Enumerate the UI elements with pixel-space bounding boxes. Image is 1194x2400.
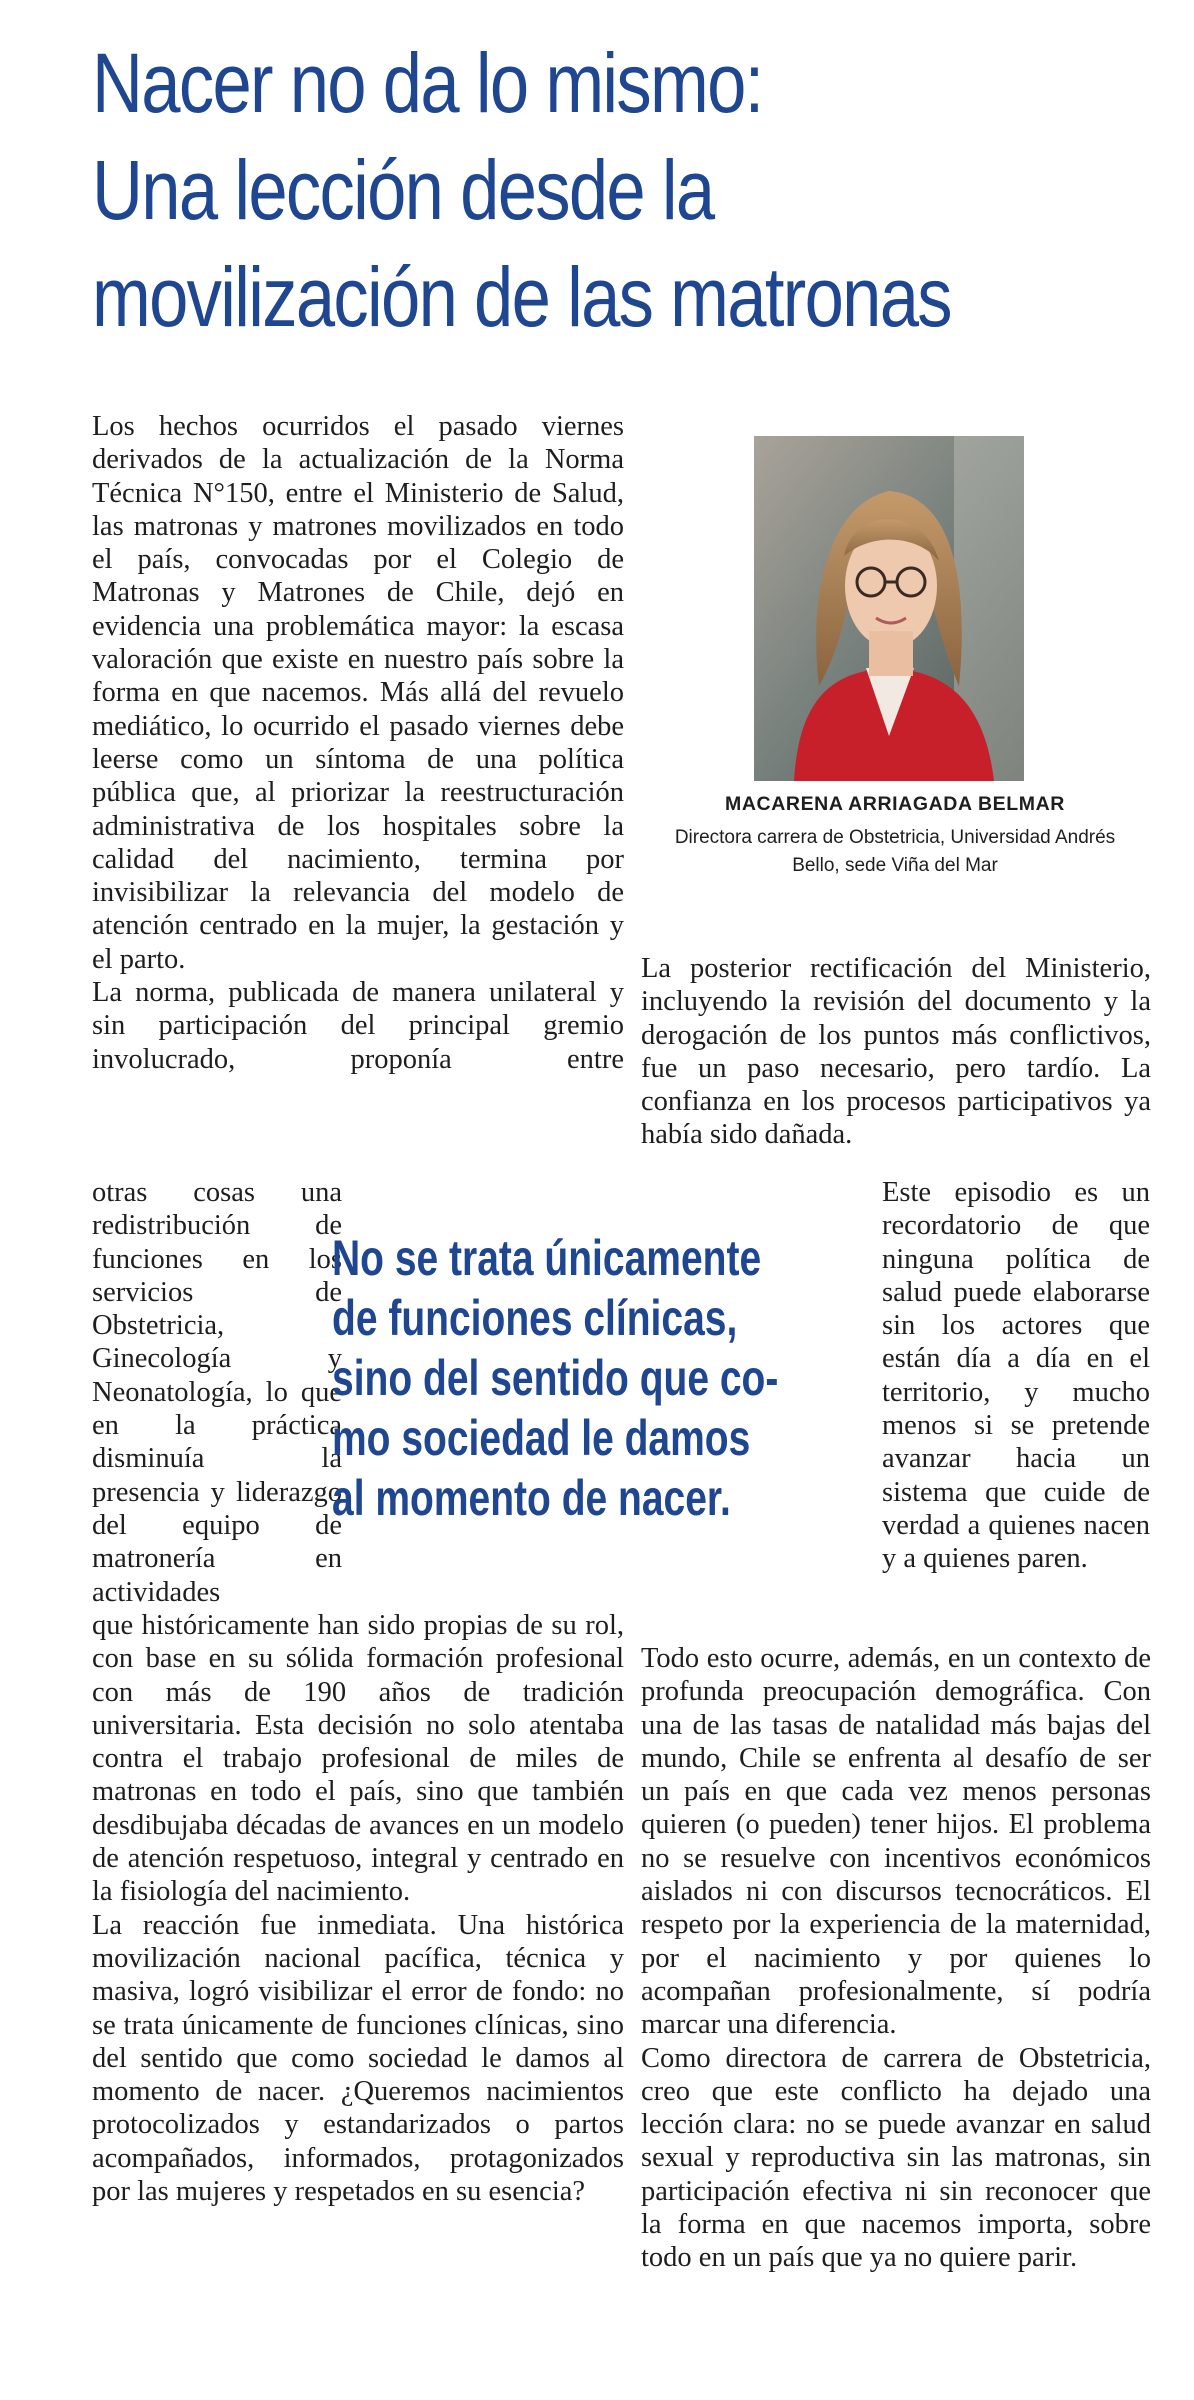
headline-line-1: Nacer no da lo mismo: — [92, 36, 763, 130]
author-role-line-2: Bello, sede Viña del Mar — [792, 855, 998, 876]
paragraph-2-narrow: otras cosas una redistribución de funciones en los servicios de Obstetricia, Ginecología y Neonatología, lo que en la práctica disminuía la presencia y liderazgo del equipo de matronería en actividades — [92, 1177, 342, 1608]
pull-quote-line-3: sino del sentido que co- — [332, 1350, 779, 1406]
headline-line-2: Una lección desde la — [92, 143, 714, 237]
body-column-left — [92, 410, 624, 1076]
body-narrow-left — [92, 1176, 342, 1609]
paragraph-4: La posterior rectificación del Ministerio, incluyendo la revisión del documento y la derogación de los puntos más conflictivos, fue un paso necesario, pero tardío. La confianza en los procesos participativos ya había sido dañada. — [641, 953, 1151, 1151]
author-name: MACARENA ARRIAGADA BELMAR — [725, 793, 1065, 815]
body-column-right-top — [641, 952, 1151, 1152]
pull-quote-line-4: mo sociedad le damos — [332, 1410, 751, 1466]
author-role — [640, 824, 1150, 880]
headline — [92, 30, 999, 351]
pull-quote-line-5: al momento de nacer. — [332, 1470, 731, 1526]
paragraph-2-end: que históricamente han sido propias de su rol, con base en su sólida formación profesional con más de 190 años de tradición universitaria. Esta decisión no solo atentaba contra el trabajo profesional de miles de matronas en todo el país, sino que también desdibujaba décadas de avances en un modelo de atención respetuoso, integral y centrado en la fisiología del nacimiento. — [92, 1610, 624, 1908]
headline-line-3: movilización de las matronas — [92, 250, 951, 344]
paragraph-5: Este episodio es un recordatorio de que ninguna política de salud puede elaborarse sin los actores que están día a día en el territorio, y mucho menos si se pretende avanzar hacia un sistema que cuide de verdad a quienes nacen y a quienes paren. — [882, 1177, 1150, 1575]
body-column-right-bottom — [641, 1642, 1151, 2275]
body-narrow-right — [882, 1176, 1150, 1576]
author-photo — [754, 436, 1024, 781]
pull-quote-line-2: de funciones clínicas, — [332, 1290, 738, 1346]
paragraph-2-intro: La norma, publicada de manera unilateral y sin participación del principal gremio involucrado, proponía entre — [92, 977, 624, 1075]
paragraph-3: La reacción fue inmediata. Una histórica movilización nacional pacífica, técnica y masiva, logró visibilizar el error de fondo: no se trata únicamente de funciones clínicas, sino del sentido que como sociedad le damos al momento de nacer. ¿Queremos nacimientos protocolizados y estandarizados o partos acompañados, informados, protagonizados por las mujeres y respetados en su esencia? — [92, 1909, 624, 2208]
author-role-line-1: Directora carrera de Obstetricia, Universidad Andrés — [674, 827, 1116, 848]
pull-quote-line-1: No se trata únicamente — [332, 1230, 762, 1286]
body-column-left-bottom — [92, 1609, 624, 2208]
pull-quote — [332, 1228, 816, 1528]
paragraph-6: Todo esto ocurre, además, en un contexto de profunda preocupación demográfica. Con una de las tasas de natalidad más bajas del mundo, Chile se enfrenta al desafío de ser un país en que cada vez menos personas quieren (o pueden) tener hijos. El problema no se resuelve con incentivos económicos aislados ni con discursos tecnocráticos. El respeto por la experiencia de la maternidad, por el nacimiento y por quienes lo acompañan profesionalmente, sí podría marcar una diferencia. — [641, 1643, 1151, 2041]
paragraph-7: Como directora de carrera de Obstetricia, creo que este conflicto ha dejado una lección clara: no se puede avanzar en salud sexual y reproductiva sin las matronas, sin participación efectiva ni sin reconocer que la forma en que nacemos importa, sobre todo en un país que ya no quiere parir. — [641, 2042, 1151, 2274]
paragraph-1: Los hechos ocurridos el pasado viernes derivados de la actualización de la Norma Técnica N°150, entre el Ministerio de Salud, las matronas y matrones movilizados en todo el país, convocadas por el Colegio de Matronas y Matrones de Chile, dejó en evidencia una problemática mayor: la escasa valoración que existe en nuestro país sobre la forma en que nacemos. Más allá del revuelo mediático, lo ocurrido el pasado viernes debe leerse como un síntoma de una política pública que, al priorizar la reestructuración administrativa de los hospitales sobre la calidad del nacimiento, termina por invisibilizar la relevancia del modelo de atención centrado en la mujer, la gestación y el parto. — [92, 411, 624, 975]
author-portrait-icon — [754, 436, 1024, 781]
